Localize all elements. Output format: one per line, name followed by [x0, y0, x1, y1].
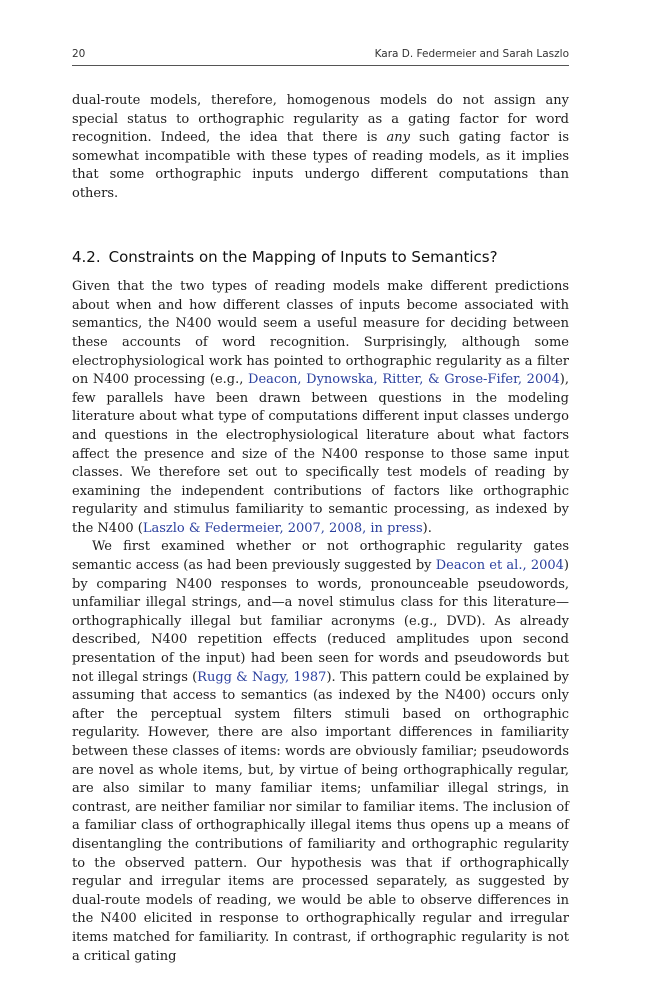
header-rule [72, 65, 569, 66]
section-title: Constraints on the Mapping of Inputs to Semantics? [108, 247, 498, 266]
emphasis-text: any [386, 130, 410, 146]
text-run: ). This pattern could be explained by assuming that access to semantics (as indexed by the N400) occurs only after the perceptual system filters stimuli based on orthographic regularity. However, there are also important differences in familiarity between these classes of items: words are obviously familiar; pseudowords are novel as whole items, but, by virtue of being orthographically regular, are also similar to many familiar items; unfamiliar illegal strings, in contrast, are neither familiar nor similar to familiar items. The inclusion of a familiar class of orthographically illegal items thus opens up a means of disentangling the contributions of familiarity and orthographic regularity to the observed pattern. Our hypothesis was that if orthographically regular and irregular items are processed separately, as suggested by dual-route models of reading, we would be able to observe differences in the N400 elicited in response to orthographically regular and irregular items matched for familiarity. In contrast, if orthographic regularity is not a critical gating [72, 669, 569, 964]
section-number: 4.2. [72, 247, 101, 266]
running-head: Kara D. Federmeier and Sarah Laszlo [374, 48, 569, 60]
paragraph-2 [72, 278, 569, 538]
text-run: We first examined whether or not orthographic regularity gates semantic access (as had been previously suggested by [72, 539, 569, 574]
text-run: ) by comparing N400 responses to words, pronounceable pseudowords, unfamiliar illegal strings, and—a novel stimulus class for this literature—orthographically illegal but familiar acronyms (e.g., DVD). As already described, N400 repetition effects (reduced amplitudes upon second presentation of the input) had been seen for words and pseudowords but not illegal strings ( [72, 558, 569, 685]
page-body [72, 92, 569, 966]
section-heading [72, 248, 569, 267]
paragraph-1 [72, 92, 569, 204]
page-header [72, 44, 569, 66]
citation-link[interactable]: Rugg & Nagy, 1987 [197, 669, 327, 685]
text-run: Given that the two types of reading models make different predictions about when and how different classes of inputs become associated with semantics, the N400 would seem a useful measure for deciding between these accounts of word recognition. Surprisingly, although some electrophysiological work has pointed to orthographic regularity as a filter on N400 processing (e.g., [72, 279, 569, 388]
text-run: ), few parallels have been drawn between questions in the modeling literature about what type of computations different input classes undergo and questions in the electrophysiological literature about what factors affect the presence and size of the N400 response to those same input classes. We therefore set out to specifically test models of reading by examining the independent contributions of factors like orthographic regularity and stimulus familiarity to semantic processing, as indexed by the N400 ( [72, 372, 569, 536]
citation-link[interactable]: Laszlo & Federmeier, 2007, 2008, in press [142, 520, 423, 536]
text-run: dual-route models, therefore, homogenous models do not assign any special status to orthographic regularity as a gating factor for word recognition. Indeed, the idea that there is [72, 93, 569, 146]
paragraph-3 [72, 538, 569, 966]
text-run: ). [422, 520, 432, 536]
citation-link[interactable]: Deacon et al., 2004 [435, 558, 564, 574]
citation-link[interactable]: Deacon, Dynowska, Ritter, & Grose-Fifer, 2004 [248, 372, 560, 388]
text-run: such gating factor is somewhat incompatible with these types of reading models, as it implies that some orthographic inputs undergo different computations than others. [72, 130, 569, 201]
page-number: 20 [72, 48, 86, 60]
